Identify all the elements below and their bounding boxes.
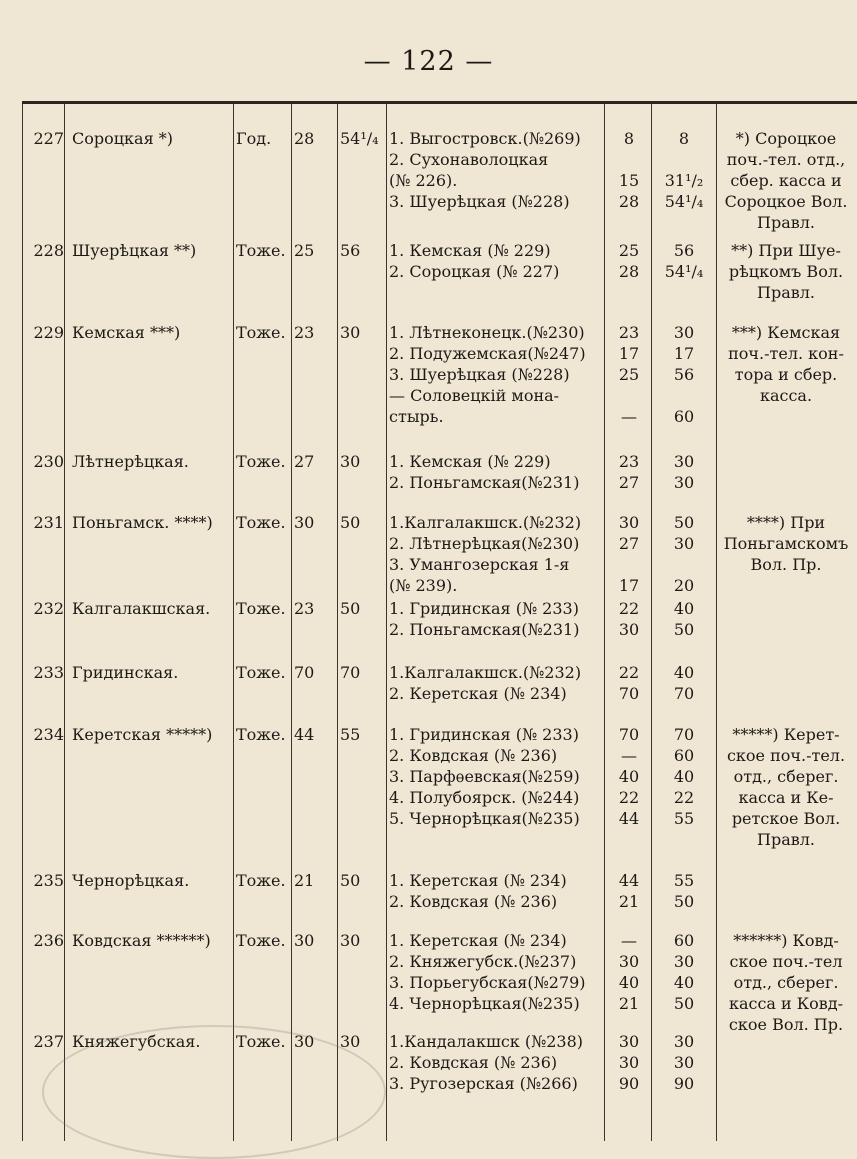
route-line: 1. Гридинская (№ 233) <box>389 725 579 744</box>
route-distance: 70 <box>618 684 640 703</box>
route-distance-column <box>654 662 714 704</box>
column-rule <box>386 104 387 1141</box>
distance-value: 44 <box>294 725 315 744</box>
station-type: Тоже. <box>236 323 286 342</box>
distance-value: 56 <box>340 241 361 260</box>
route-distance: 56 <box>673 365 695 384</box>
route-distance: 40 <box>618 767 640 786</box>
distance-value: 30 <box>340 323 361 342</box>
route-distance-column <box>606 451 652 493</box>
footnote-line: Сороцкое Вол. <box>724 192 848 211</box>
footnote-line: Правл. <box>757 283 815 302</box>
station-type: Год. <box>236 129 272 148</box>
route-list <box>389 1031 609 1094</box>
route-line: 4. Полубоярск. (№244) <box>389 788 580 807</box>
route-list <box>389 870 609 912</box>
route-distance-column <box>606 1031 652 1094</box>
route-distance: 56 <box>673 241 695 260</box>
station-number: 227 <box>33 129 64 148</box>
route-distance: 22 <box>618 663 640 682</box>
route-line: — Соловецкій мона- <box>389 386 560 405</box>
station-name: Поньгамск. ****) <box>72 513 213 532</box>
station-number: 232 <box>33 599 64 618</box>
station-number: 234 <box>33 725 64 744</box>
route-distance: 30 <box>673 534 695 553</box>
station-type: Тоже. <box>236 1032 286 1051</box>
route-distance-column <box>654 870 714 912</box>
station-name: Калгалакшская. <box>72 599 211 618</box>
route-line: 1.Кандалакшск (№238) <box>389 1032 584 1051</box>
distance-value: 27 <box>294 452 315 471</box>
route-line: 1. Кемская (№ 229) <box>389 452 551 471</box>
distance-value: 50 <box>340 513 361 532</box>
route-distance-column <box>654 240 714 282</box>
route-distance-column <box>606 870 652 912</box>
footnote <box>716 240 856 303</box>
route-line: 2. Княжегубск.(№237) <box>389 952 577 971</box>
route-line: 2. Лѣтнерѣцкая(№230) <box>389 534 580 553</box>
route-distance-column <box>654 724 714 829</box>
footnote-line: поч.-тел. кон- <box>728 344 844 363</box>
route-distance: 31¹/₂ <box>664 171 704 190</box>
route-distance: 90 <box>673 1074 695 1093</box>
footnote-line: ретское Вол. <box>731 809 841 828</box>
route-distance: 17 <box>618 576 640 595</box>
route-distance: 44 <box>618 871 640 890</box>
route-distance: 30 <box>618 1032 640 1051</box>
route-line: 1. Керетская (№ 234) <box>389 931 567 950</box>
route-distance: 50 <box>673 994 695 1013</box>
route-distance: 15 <box>618 171 640 190</box>
route-line: 1. Лѣтнеконецк.(№230) <box>389 323 585 342</box>
station-type: Тоже. <box>236 452 286 471</box>
route-line: 2. Подужемская(№247) <box>389 344 586 363</box>
route-distance: 30 <box>673 473 695 492</box>
route-list <box>389 128 609 212</box>
route-distance: 70 <box>673 725 695 744</box>
route-distance: 60 <box>673 931 695 950</box>
distance-value: 30 <box>340 1032 361 1051</box>
route-line: 2. Сороцкая (№ 227) <box>389 262 560 281</box>
route-distance: 30 <box>673 1053 695 1072</box>
distance-value: 50 <box>340 871 361 890</box>
route-distance: 28 <box>618 192 640 211</box>
station-type: Тоже. <box>236 931 286 950</box>
distance-value: 23 <box>294 599 315 618</box>
route-distance: 70 <box>618 725 640 744</box>
route-distance-column <box>654 1031 714 1094</box>
route-line: 5. Чернорѣцкая(№235) <box>389 809 580 828</box>
station-type: Тоже. <box>236 241 286 260</box>
route-distance: — <box>621 746 637 765</box>
route-distance: 22 <box>673 788 695 807</box>
route-distance: 8 <box>623 129 635 148</box>
footnote-line: касса и Ке- <box>738 788 834 807</box>
distance-value: 30 <box>294 1032 315 1051</box>
distance-value: 50 <box>340 599 361 618</box>
route-distance-column <box>654 598 714 640</box>
route-distance: 27 <box>618 473 640 492</box>
route-list <box>389 240 609 282</box>
station-number: 235 <box>33 871 64 890</box>
route-distance-column <box>654 128 714 212</box>
route-list <box>389 322 609 427</box>
route-distance: 30 <box>618 513 640 532</box>
route-distance: 60 <box>673 746 695 765</box>
footnote <box>716 322 856 406</box>
route-distance-column <box>606 662 652 704</box>
route-distance: 27 <box>618 534 640 553</box>
footnote-line: поч.-тел. отд., <box>726 150 846 169</box>
footnote-line: ****) При <box>746 513 826 532</box>
footnote-line: ское поч.-тел <box>729 952 843 971</box>
column-rule <box>291 104 292 1141</box>
route-line: 2. Ковдская (№ 236) <box>389 892 558 911</box>
route-distance <box>606 554 652 575</box>
footnote-line: Правл. <box>757 213 815 232</box>
footnote-line: отд., сберег. <box>733 973 839 992</box>
footnote-line: касса. <box>759 386 813 405</box>
footnote-line: тора и сбер. <box>734 365 838 384</box>
route-distance-column <box>654 930 714 1014</box>
route-distance: 30 <box>618 1053 640 1072</box>
route-distance <box>606 385 652 406</box>
route-distance: 8 <box>678 129 690 148</box>
route-line: 1. Выгостровск.(№269) <box>389 129 581 148</box>
station-number: 233 <box>33 663 64 682</box>
station-number: 236 <box>33 931 64 950</box>
route-list <box>389 512 609 596</box>
station-number: 237 <box>33 1032 64 1051</box>
route-distance: 23 <box>618 452 640 471</box>
route-distance: 55 <box>673 871 695 890</box>
route-distance: 40 <box>673 663 695 682</box>
route-distance: 23 <box>618 323 640 342</box>
route-distance: 25 <box>618 241 640 260</box>
footnote <box>716 128 856 233</box>
route-distance: 30 <box>673 323 695 342</box>
route-distance-column <box>606 598 652 640</box>
footnote-line: *****) Керет- <box>732 725 840 744</box>
station-type: Тоже. <box>236 599 286 618</box>
station-number: 229 <box>33 323 64 342</box>
route-distance: 70 <box>673 684 695 703</box>
route-distance: 21 <box>618 892 640 911</box>
route-distance: 40 <box>618 973 640 992</box>
footnote-line: ******) Ковд- <box>733 931 839 950</box>
footnote-line: ***) Кемская <box>731 323 841 342</box>
route-line: 1.Калгалакшск.(№232) <box>389 513 582 532</box>
footnote-line: **) При Шуе- <box>731 241 841 260</box>
route-line: стырь. <box>389 407 444 426</box>
route-line: 1. Керетская (№ 234) <box>389 871 567 890</box>
route-line: 3. Умангозерская 1-я <box>389 555 570 574</box>
route-distance-column <box>606 240 652 282</box>
route-line: 3. Ругозерская (№266) <box>389 1074 578 1093</box>
route-distance: 28 <box>618 262 640 281</box>
station-name: Сороцкая *) <box>72 129 173 148</box>
route-distance: 90 <box>618 1074 640 1093</box>
route-list <box>389 451 609 493</box>
route-distance: 21 <box>618 994 640 1013</box>
route-line: 3. Парфѳевская(№259) <box>389 767 580 786</box>
footnote-line: Правл. <box>757 830 815 849</box>
footnote <box>716 930 856 1035</box>
distance-value: 28 <box>294 129 315 148</box>
distance-value: 30 <box>340 931 361 950</box>
route-line: 3. Порьегубская(№279) <box>389 973 586 992</box>
route-distance-column <box>654 512 714 596</box>
route-distance-column <box>606 512 652 596</box>
station-number: 228 <box>33 241 64 260</box>
route-distance <box>606 149 652 170</box>
station-name: Княжегубская. <box>72 1032 201 1051</box>
route-distance-column <box>606 128 652 212</box>
route-distance: 20 <box>673 576 695 595</box>
route-distance <box>654 149 714 170</box>
distance-value: 30 <box>294 931 315 950</box>
route-distance: 40 <box>673 973 695 992</box>
distance-value: 23 <box>294 323 315 342</box>
station-name: Ковдская ******) <box>72 931 211 950</box>
route-line: 3. Шуерѣцкая (№228) <box>389 192 570 211</box>
distance-value: 55 <box>340 725 361 744</box>
route-distance: 55 <box>673 809 695 828</box>
station-name: Чернорѣцкая. <box>72 871 190 890</box>
column-rule <box>337 104 338 1141</box>
footnote-line: *) Сороцкое <box>735 129 837 148</box>
route-distance-column <box>606 930 652 1014</box>
route-distance: 17 <box>673 344 695 363</box>
route-line: 1. Кемская (№ 229) <box>389 241 551 260</box>
route-line: 2. Поньгамская(№231) <box>389 473 580 492</box>
route-distance: 30 <box>673 1032 695 1051</box>
route-distance: 54¹/₄ <box>664 262 704 281</box>
station-type: Тоже. <box>236 513 286 532</box>
route-list <box>389 930 609 1014</box>
route-distance: 54¹/₄ <box>664 192 704 211</box>
station-name: Кемская ***) <box>72 323 181 342</box>
distance-value: 70 <box>294 663 315 682</box>
distance-value: 54¹/₄ <box>340 129 379 148</box>
route-line: (№ 226). <box>389 171 458 190</box>
route-distance-column <box>654 322 714 427</box>
footnote-line: ское Вол. Пр. <box>728 1015 844 1034</box>
route-distance <box>654 554 714 575</box>
station-number: 231 <box>33 513 64 532</box>
footnote <box>716 512 856 575</box>
station-type: Тоже. <box>236 871 286 890</box>
column-rule <box>64 104 65 1141</box>
route-distance: 30 <box>673 452 695 471</box>
footnote-line: касса и Ковд- <box>728 994 844 1013</box>
route-line: 2. Сухонаволоцкая <box>389 150 549 169</box>
route-list <box>389 662 609 704</box>
distance-value: 21 <box>294 871 315 890</box>
distance-value: 25 <box>294 241 315 260</box>
route-line: 1.Калгалакшск.(№232) <box>389 663 582 682</box>
route-list <box>389 598 609 640</box>
station-number: 230 <box>33 452 64 471</box>
footnote-line: ское поч.-тел. <box>726 746 846 765</box>
page-number: — 122 — <box>363 46 494 77</box>
footnote-line: Поньгамскомъ <box>723 534 849 553</box>
route-distance-column <box>606 322 652 427</box>
station-name: Керетская *****) <box>72 725 213 744</box>
route-line: 2. Ковдская (№ 236) <box>389 746 558 765</box>
route-distance: 40 <box>673 599 695 618</box>
route-line: 3. Шуерѣцкая (№228) <box>389 365 570 384</box>
footnote-line: Вол. Пр. <box>750 555 822 574</box>
footnote-line: отд., сберег. <box>733 767 839 786</box>
route-distance: 22 <box>618 599 640 618</box>
route-distance: 30 <box>618 952 640 971</box>
route-distance-column <box>654 451 714 493</box>
route-distance: 25 <box>618 365 640 384</box>
route-distance: 30 <box>618 620 640 639</box>
route-distance: 60 <box>673 407 695 426</box>
route-distance: 40 <box>673 767 695 786</box>
footnote-line: сбер. касса и <box>730 171 842 190</box>
route-distance: 17 <box>618 344 640 363</box>
station-type: Тоже. <box>236 663 286 682</box>
station-type: Тоже. <box>236 725 286 744</box>
route-line: 2. Поньгамская(№231) <box>389 620 580 639</box>
footnote-line: рѣцкомъ Вол. <box>728 262 844 281</box>
route-line: 2. Керетская (№ 234) <box>389 684 567 703</box>
top-rule <box>22 101 857 104</box>
route-line: 4. Чернорѣцкая(№235) <box>389 994 580 1013</box>
distance-value: 30 <box>294 513 315 532</box>
route-distance: — <box>621 931 637 950</box>
station-name: Гридинская. <box>72 663 179 682</box>
station-name: Лѣтнерѣцкая. <box>72 452 189 471</box>
route-distance: 44 <box>618 809 640 828</box>
route-line: (№ 239). <box>389 576 458 595</box>
route-distance: 50 <box>673 892 695 911</box>
route-distance: 50 <box>673 513 695 532</box>
route-distance-column <box>606 724 652 829</box>
route-distance: 30 <box>673 952 695 971</box>
route-line: 2. Ковдская (№ 236) <box>389 1053 558 1072</box>
route-line: 1. Гридинская (№ 233) <box>389 599 579 618</box>
route-distance: 50 <box>673 620 695 639</box>
footnote <box>716 724 856 850</box>
route-distance <box>654 385 714 406</box>
route-distance: — <box>621 407 637 426</box>
route-distance: 22 <box>618 788 640 807</box>
distance-value: 70 <box>340 663 361 682</box>
distance-value: 30 <box>340 452 361 471</box>
station-name: Шуерѣцкая **) <box>72 241 197 260</box>
route-list <box>389 724 609 829</box>
